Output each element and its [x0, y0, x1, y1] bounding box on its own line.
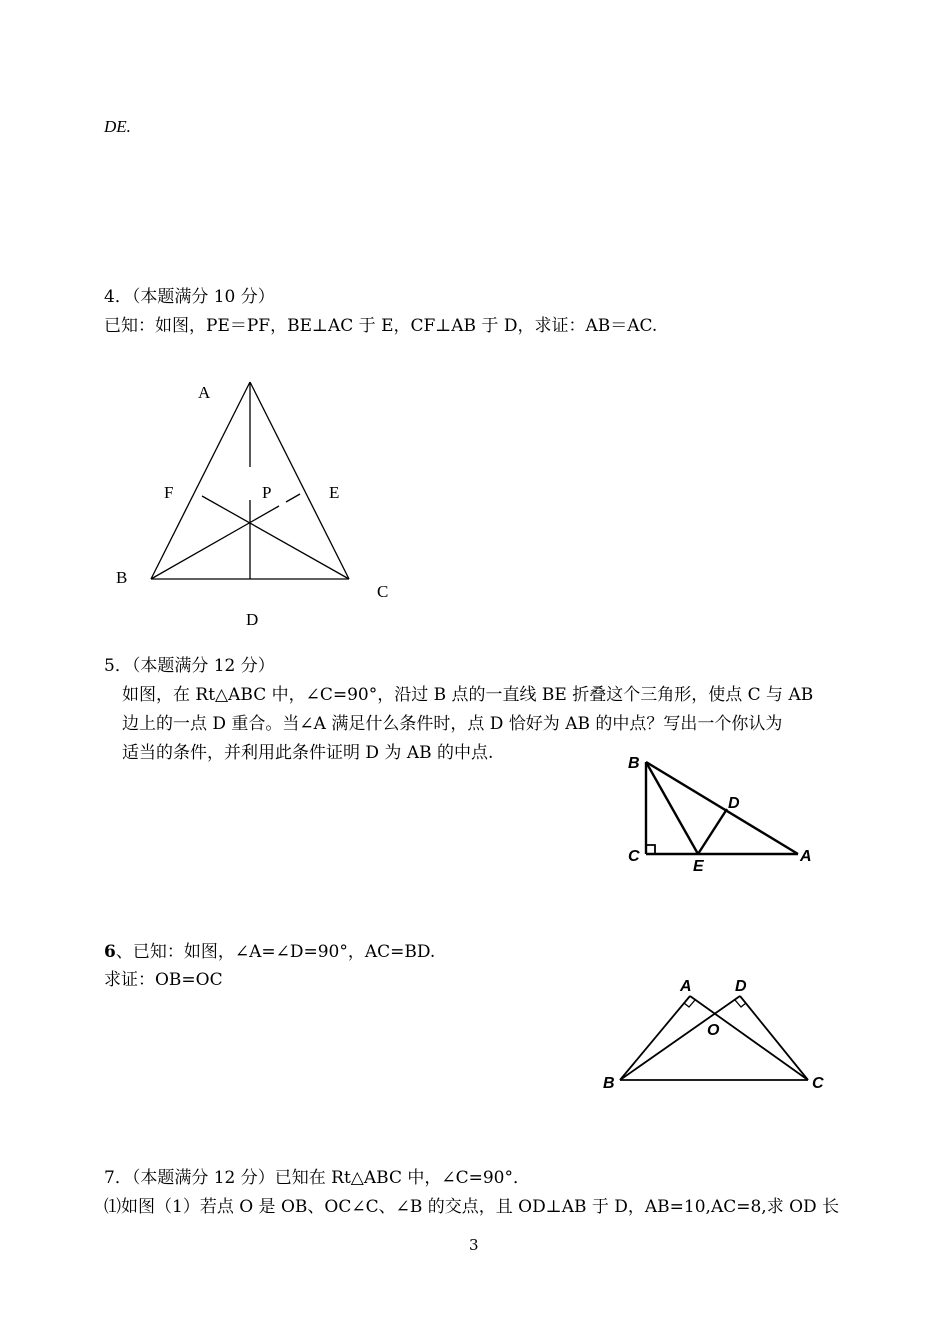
q5-line-1: 如图，在 Rt△ABC 中，∠C=90°，沿过 B 点的一直线 BE 折叠这个三角形，使点 C 与 AB	[122, 685, 814, 705]
q5-label-a: A	[800, 848, 812, 865]
q6-label-b: B	[603, 1075, 615, 1092]
q4-label-f: F	[164, 483, 174, 502]
q6-label-d: D	[735, 978, 747, 995]
q4-label-c: C	[377, 582, 389, 601]
q4-label-a: A	[198, 383, 211, 402]
q4-label-p: P	[262, 483, 272, 502]
q6-number: 6	[104, 942, 116, 962]
q7-header: 7．（本题满分 12 分）已知在 Rt△ABC 中，∠C=90°．	[104, 1168, 530, 1188]
q5-line-3: 适当的条件，并利用此条件证明 D 为 AB 的中点.	[122, 743, 494, 763]
q4-statement: 已知：如图，PE＝PF，BE⊥AC 于 E，CF⊥AB 于 D，求证：AB＝AC.	[104, 316, 658, 336]
q4-header: 4．（本题满分 10 分）	[104, 287, 275, 307]
page-number: 3	[469, 1236, 479, 1254]
q4-label-e: E	[329, 483, 340, 502]
q6-label-c: C	[812, 1075, 824, 1092]
q5-label-d: D	[728, 795, 740, 812]
q7-part-1: ⑴如图（1）若点 O 是 OB、OC∠C、∠B 的交点，且 OD⊥AB 于 D，AB=10,AC=8,求 OD 长	[104, 1197, 840, 1217]
q6-label-a: A	[680, 978, 692, 995]
q4-label-b: B	[116, 568, 128, 587]
q6-line-1: 、已知：如图，∠A=∠D=90°，AC=BD.	[115, 942, 436, 962]
q5-label-e: E	[693, 858, 704, 875]
q5-label-b: B	[628, 755, 640, 772]
q5-line-2: 边上的一点 D 重合。当∠A 满足什么条件时，点 D 恰好为 AB 的中点？写出一个你认为	[122, 714, 783, 734]
q6-label-o: O	[707, 1022, 720, 1039]
top-fragment-text: DE.	[104, 117, 131, 136]
q6-line-2: 求证：OB=OC	[104, 970, 223, 990]
q5-label-c: C	[628, 848, 640, 865]
q4-label-d: D	[246, 610, 259, 629]
q5-header: 5．（本题满分 12 分）	[104, 656, 275, 676]
